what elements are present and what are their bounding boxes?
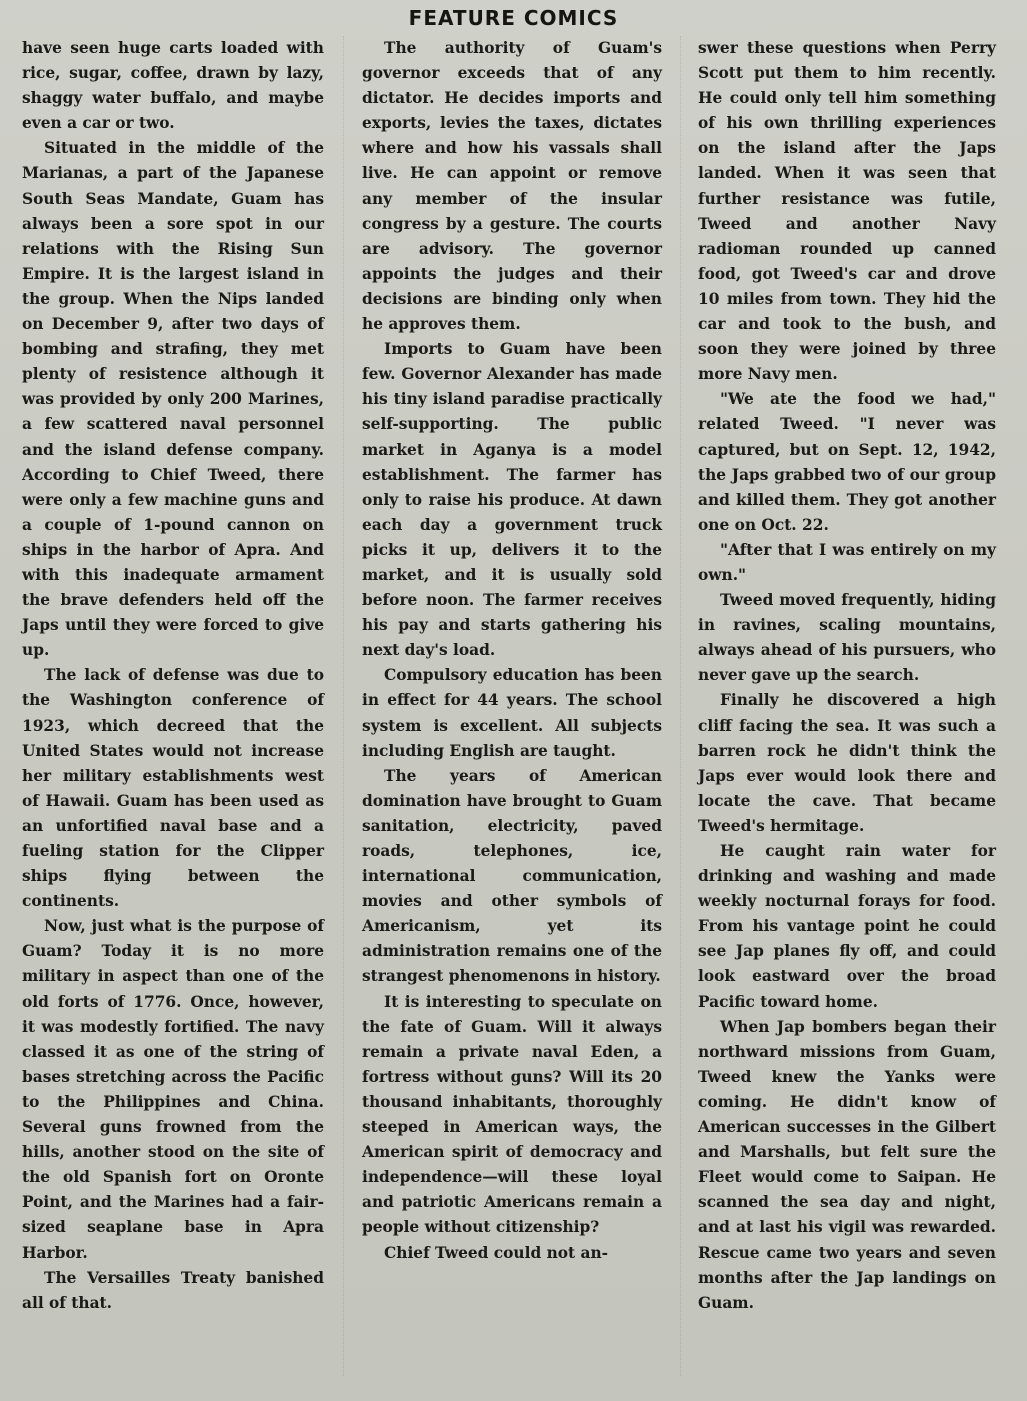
paragraph: Chief Tweed could not an- [384, 1243, 609, 1262]
column-divider [680, 36, 681, 1376]
paragraph: Compulsory education has been in effect for 44 years. The school system is excellent. All subjects including English are taught. [362, 666, 662, 760]
text-column-1 [22, 36, 324, 1316]
paragraph: Tweed moved frequently, hiding in ravines, scaling mountains, always ahead of his pursuers, who never gave up the search. [698, 591, 996, 685]
paragraph: The authority of Guam's governor exceeds that of any dictator. He decides imports and exports, levies the taxes, dictates where and how his vassals shall live. He can appoint or remove any member of the insular congress by a gesture. The courts are advisory. The governor appoints the judges and their decisions are binding only when he approves them. [362, 39, 662, 334]
paragraph: He caught rain water for drinking and washing and made weekly nocturnal forays for food. From his vantage point he could see Jap planes fly off, and could look eastward over the broad Pacific toward home. [698, 842, 996, 1011]
paragraph: Imports to Guam have been few. Governor Alexander has made his tiny island paradise practically self-supporting. The public market in Aganya is a model establishment. The farmer has only to raise his produce. At dawn each day a government truck picks it up, delivers it to the market, and it is usually sold before noon. The farmer receives his pay and starts gathering his next day's load. [362, 340, 662, 660]
text-column-2 [362, 36, 662, 1266]
paragraph: "After that I was entirely on my own." [698, 540, 996, 584]
column-divider [343, 36, 344, 1376]
paragraph: Finally he discovered a high cliff facing the sea. It was such a barren rock he didn't think the Japs ever would look there and locate the cave. That became Tweed's hermitage. [698, 691, 996, 835]
paragraph: swer these questions when Perry Scott put them to him recently. He could only tell him something of his own thrilling experiences on the island after the Japs landed. When it was seen that further resistance was futile, Tweed and another Navy radioman rounded up canned food, got Tweed's car and drove 10 miles from town. They hid the car and took to the bush, and soon they were joined by three more Navy men. [698, 39, 996, 384]
paragraph: It is interesting to speculate on the fate of Guam. Will it always remain a private naval Eden, a fortress without guns? Will its 20 thousand inhabitants, thoroughly steeped in American ways, the American spirit of democracy and independence—will these loyal and patriotic Americans remain a people without citizenship? [362, 992, 662, 1237]
paragraph: The Versailles Treaty banished all of that. [22, 1268, 324, 1312]
paragraph: have seen huge carts loaded with rice, sugar, coffee, drawn by lazy, shaggy water buffalo, and maybe even a car or two. [22, 39, 324, 133]
paragraph: Now, just what is the purpose of Guam? Today it is no more military in aspect than one of the old forts of 1776. Once, however, it was modestly fortified. The navy classed it as one of the string of bases stretching across the Pacific to the Philippines and China. Several guns frowned from the hills, another stood on the site of the old Spanish fort on Oronte Point, and the Marines had a fair-sized seaplane base in Apra Harbor. [22, 917, 324, 1262]
text-column-3 [698, 36, 996, 1316]
paragraph: Situated in the middle of the Marianas, a part of the Japanese South Seas Mandate, Guam has always been a sore spot in our relations with the Rising Sun Empire. It is the largest island in the group. When the Nips landed on December 9, after two days of bombing and strafing, they met plenty of resistence although it was provided by only 200 Marines, a few scattered naval personnel and the island defense company. According to Chief Tweed, there were only a few machine guns and a couple of 1-pound cannon on ships in the harbor of Apra. And with this inadequate armament the brave defenders held off the Japs until they were forced to give up. [22, 139, 324, 660]
paragraph: The lack of defense was due to the Washington conference of 1923, which decreed that the United States would not increase her military establishments west of Hawaii. Guam has been used as an unfortified naval base and a fueling station for the Clipper ships flying between the continents. [22, 666, 324, 911]
paragraph: "We ate the food we had," related Tweed. "I never was captured, but on Sept. 12, 1942, the Japs grabbed two of our group and killed them. They got another one on Oct. 22. [698, 390, 996, 534]
paragraph: When Jap bombers began their northward missions from Guam, Tweed knew the Yanks were coming. He didn't know of American successes in the Gilbert and Marshalls, but felt sure the Fleet would come to Saipan. He scanned the sea day and night, and at last his vigil was rewarded. Rescue came two years and seven months after the Jap landings on Guam. [698, 1017, 996, 1312]
page-header-title: FEATURE COMICS [408, 6, 619, 30]
paragraph: The years of American domination have brought to Guam sanitation, electricity, paved roads, telephones, ice, international communication, movies and other symbols of Americanism, yet its administration remains one of the strangest phenomenons in history. [362, 766, 662, 986]
